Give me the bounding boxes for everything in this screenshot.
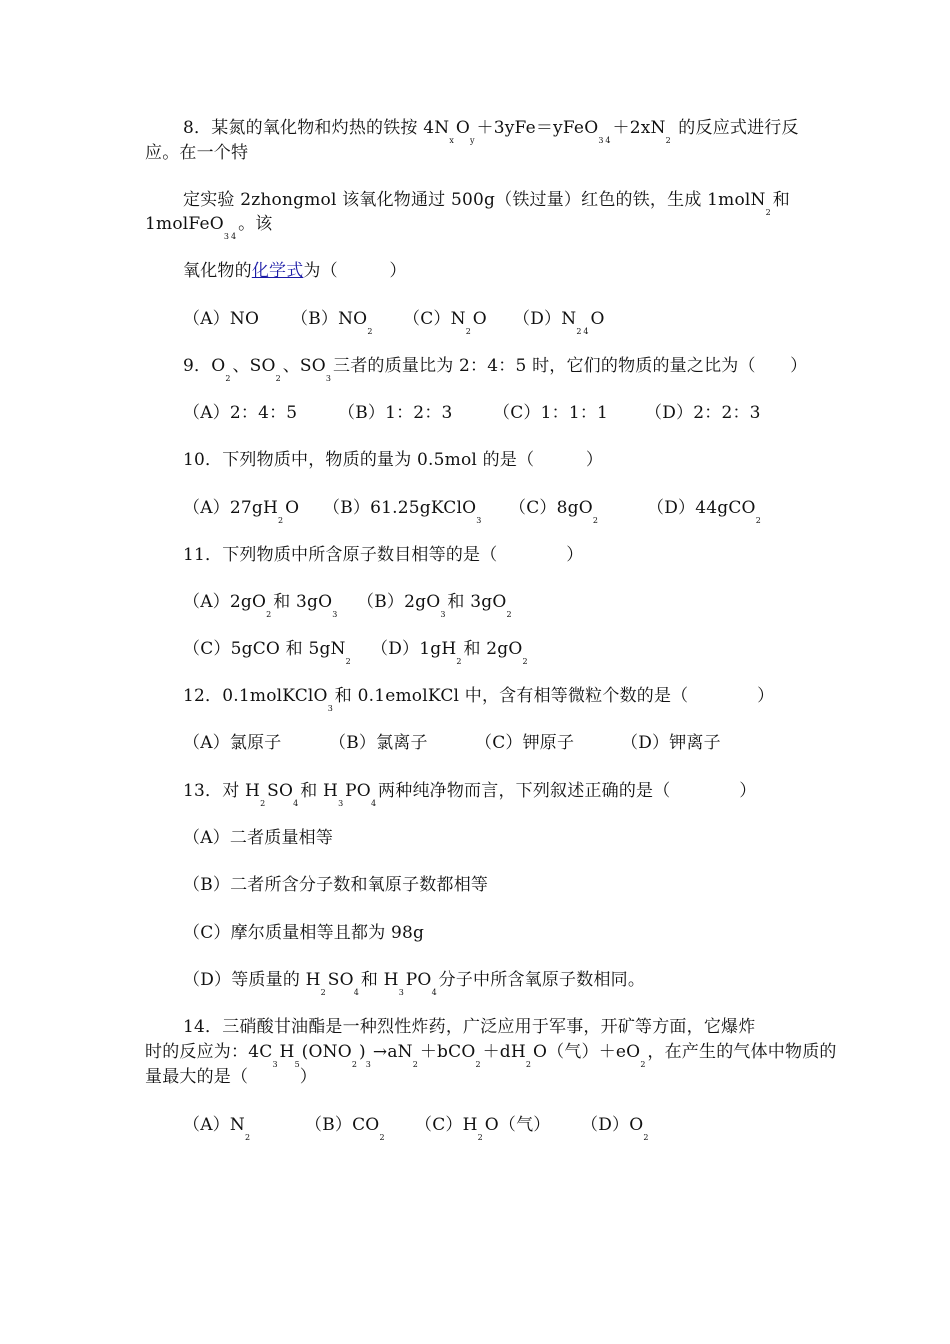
q11-options-row-2 xyxy=(183,637,853,664)
q9-option-c: （C）1：1：1 xyxy=(493,403,609,423)
subscript: 3 xyxy=(325,374,334,383)
q13-option-a: （A）二者质量相等 xyxy=(183,828,334,848)
q14-option-c: $(C)H_2O$（气） xyxy=(415,1115,551,1142)
q13-option-b: （B）二者所含分子数和氧原子数都相等 xyxy=(183,875,489,895)
subscript: 3 xyxy=(365,1060,373,1069)
q8-text: 1molFe xyxy=(145,214,210,234)
q13-option-c: （C）摩尔质量相等且都为 98g xyxy=(183,923,425,943)
subscript: x xyxy=(449,136,456,145)
subscript: 4 xyxy=(370,799,379,808)
q8-text: 应。在一个特 xyxy=(145,143,249,163)
q9-stem: 9．$O_2$、$SO_2$、$SO_3$三者的质量比为 2：4：5 时，它们的物质的量之比为（ ） xyxy=(183,356,808,383)
subscript: 2 xyxy=(351,1060,359,1069)
q14-options xyxy=(183,1113,853,1140)
subscript: 3 xyxy=(272,1060,280,1069)
q14-line-3: 量最大的是（ ） xyxy=(145,1067,317,1087)
q11-option-a: $(A)2gO_2$和 $3gO_3$ xyxy=(183,592,340,619)
q8-option-d: $(D)N_{24}O$ xyxy=(513,309,605,336)
subscript: 5 xyxy=(294,1060,302,1069)
q8-text: 为（ ） xyxy=(303,261,407,281)
q11-option-d: $(D)1gH_2$和 $2gO_2$ xyxy=(371,639,530,666)
q10-option-a: $(A)27gH_2O$ xyxy=(183,498,300,525)
q8-text: O xyxy=(455,118,470,138)
q9-option-d: （D）2：2：3 xyxy=(645,403,761,423)
q9-option-a: （A）2：4：5 xyxy=(183,403,298,423)
q11-options-row-1 xyxy=(183,590,853,617)
q11-option-c: （C）5gCO 和 $5gN_2$ xyxy=(183,639,353,666)
q14-line-2: 时的反应为：$4C_3H_5(ONO_2)_3\to aN_2+bCO_2+dH_2O$（气）$+eO_2$，在产生的气体中物质的 xyxy=(145,1042,837,1069)
subscript: 2 xyxy=(260,799,268,808)
subscript: 2 xyxy=(525,1060,533,1069)
subscript: 2 xyxy=(475,1060,483,1069)
subscript: 2 xyxy=(665,136,673,145)
q8-text: 和 xyxy=(772,190,790,210)
q12-option-b: （B）氯离子 xyxy=(329,733,428,753)
q13-option-d: （D）等质量的 $H_2SO_4$和 $H_3PO_4$分子中所含氧原子数相同。 xyxy=(183,970,646,997)
q11-option-b: $(B)2gO_3$和 $3gO_2$ xyxy=(357,592,514,619)
q12-stem: 12．0.1molKClO$_3$和 0.1emolKCl 中，含有相等微粒个数的是（ ） xyxy=(183,686,775,713)
q8-line-3 xyxy=(183,188,853,215)
q12-option-d: （D）钾离子 xyxy=(621,733,721,753)
subscript: 2 xyxy=(765,208,773,217)
q8-text: O xyxy=(209,214,224,234)
subscript: 2 xyxy=(640,1060,648,1069)
q8-text: ＋2xN xyxy=(612,118,666,138)
q8-line-1 xyxy=(183,116,853,143)
q8-options xyxy=(183,307,853,334)
q14-option-d: $(D)O_2$ xyxy=(581,1115,651,1142)
q10-options xyxy=(183,496,853,523)
q8-text: 定实验 2zhongmol 该氧化物通过 500g（铁过量）红色的铁，生成 1molN xyxy=(183,190,766,210)
q8-line-4 xyxy=(145,212,815,239)
q12-option-c: （C）钾原子 xyxy=(475,733,575,753)
q14-option-b: $(B)CO_2$ xyxy=(305,1115,387,1142)
subscript: 4 xyxy=(293,799,301,808)
q8-text: ＋3yFe＝yFe xyxy=(476,118,585,138)
subscript: 2 xyxy=(275,374,283,383)
q8-line-2 xyxy=(145,141,815,165)
q10-option-c: $(C)8gO_2$ xyxy=(509,498,600,525)
q13-stem: 13．对 $H_2SO_4$和 $H_3PO_4$两种纯净物而言，下列叙述正确的是（ ） xyxy=(183,781,757,808)
q8-option-a: （A）NO xyxy=(183,309,260,329)
q10-stem: 10．下列物质中，物质的量为 0.5mol 的是（ ） xyxy=(183,450,604,470)
q12-options xyxy=(183,731,853,755)
subscript: 2 xyxy=(225,374,233,383)
q8-text: 氧化物的 xyxy=(183,261,252,281)
q8-option-b: $(B)NO_2$ xyxy=(291,309,375,336)
q14-option-a: $(A)N_2$ xyxy=(183,1115,253,1142)
subscript: 3 xyxy=(338,799,346,808)
subscript: 3 xyxy=(327,704,335,713)
q8-option-c: $(C)N_2O$ xyxy=(403,309,487,336)
q9-options xyxy=(183,401,853,425)
subscript: 2 xyxy=(412,1060,420,1069)
q11-stem: 11．下列物质中所含原子数目相等的是（ ） xyxy=(183,545,584,565)
subscript: 34 xyxy=(223,232,239,241)
q8-text: O xyxy=(584,118,599,138)
q10-option-d: （D）44gCO$_2$ xyxy=(647,498,763,525)
q8-text: 8．某氮的氧化物和灼热的铁按 4N xyxy=(183,118,450,138)
q14-line-1: 14．三硝酸甘油酯是一种烈性炸药，广泛应用于军事，开矿等方面，它爆炸 xyxy=(183,1017,756,1037)
q8-line-5 xyxy=(183,259,853,283)
q10-option-b: （B）61.25gKClO$_3$ xyxy=(323,498,484,525)
q9-option-b: （B）1：2：3 xyxy=(338,403,453,423)
subscript: 34 xyxy=(598,136,613,145)
q8-text: 。该 xyxy=(238,214,273,234)
chemical-formula-link[interactable]: 化学式 xyxy=(251,261,304,281)
q8-text: 的反应式进行反 xyxy=(672,118,799,138)
q12-option-a: （A）氯原子 xyxy=(183,733,282,753)
subscript: y xyxy=(469,136,477,145)
